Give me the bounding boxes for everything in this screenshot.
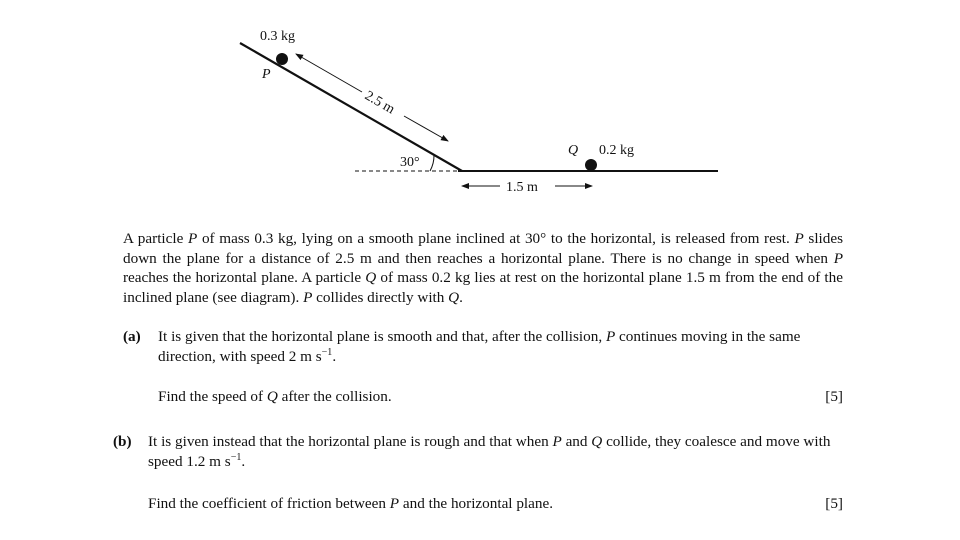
part-b-label: (b) xyxy=(113,433,132,450)
part-b-marks: [5] xyxy=(825,495,843,512)
mass-p-label: 0.3 kg xyxy=(260,29,295,44)
particle-p xyxy=(276,53,288,65)
angle-label: 30° xyxy=(400,155,420,170)
incline-arrow-lower xyxy=(404,116,448,141)
question-part-a xyxy=(123,327,843,417)
part-a-label: (a) xyxy=(123,328,141,345)
angle-arc xyxy=(430,155,434,171)
part-a-text: It is given that the horizontal plane is smooth and that, after the collision, P continues moving in the same direction, with speed 2 m $s^{-1}$. xyxy=(158,328,801,365)
incline-arrow-upper xyxy=(296,54,362,92)
particle-q xyxy=(585,159,597,171)
problem-statement: A particle P of mass 0.3 kg, lying on a smooth plane inclined at 30° to the horizontal, is released from rest. P slides down the plane for a distance of 2.5 m and then reaches a horizontal plane. There is no change in speed when P reaches the horizontal plane. A particle Q of mass 0.2 kg lies at rest on the horizontal plane 1.5 m from the end of the inclined plane (see diagram). P collides directly with Q. xyxy=(123,230,843,306)
diagram xyxy=(0,0,960,200)
incline-length-label: 2.5 m xyxy=(362,88,398,118)
part-b-task: Find the coefficient of friction between P and the horizontal plane. [5] xyxy=(148,495,843,512)
particle-p-label: P xyxy=(262,67,271,82)
part-a-marks: [5] xyxy=(825,388,843,405)
mass-q-label: 0.2 kg xyxy=(599,143,634,158)
part-b-text: It is given instead that the horizontal plane is rough and that when P and Q collide, they coalesce and move with speed 1.2 m $s^{-1}$. xyxy=(148,433,831,470)
particle-q-label: Q xyxy=(568,143,579,158)
question-part-b xyxy=(113,432,843,522)
inclined-plane xyxy=(240,43,462,171)
part-a-task: Find the speed of Q after the collision. [5] xyxy=(158,388,843,405)
distance-label: 1.5 m xyxy=(506,180,538,195)
